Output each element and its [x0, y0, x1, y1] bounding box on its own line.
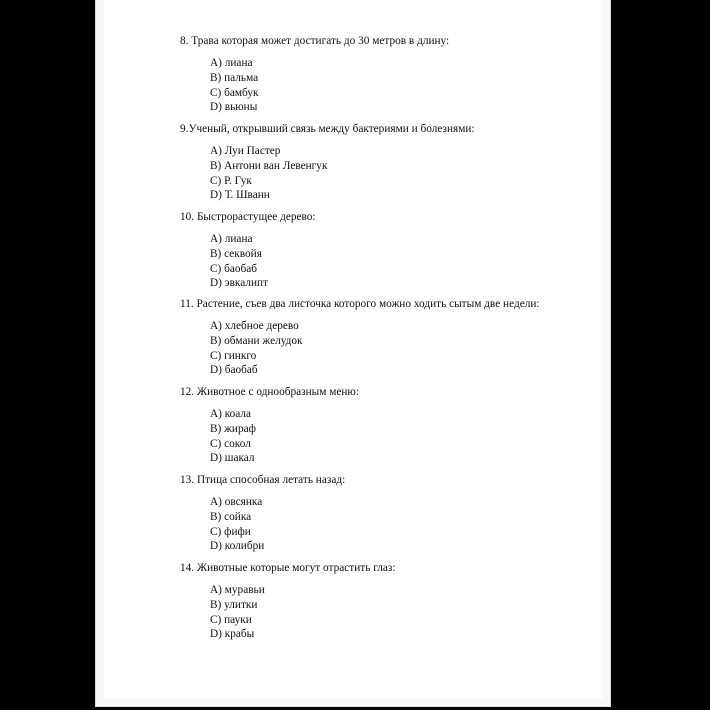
option-c: C) Р. Гук: [210, 174, 252, 187]
option-b: B) сойка: [210, 510, 252, 523]
option-a: A) лиана: [210, 57, 253, 69]
question-10: [180, 210, 316, 291]
answer-options: [210, 319, 540, 378]
option-c: C) баобаб: [210, 262, 258, 275]
option-a: A) хлебное дерево: [210, 320, 299, 332]
question-11: [180, 297, 540, 378]
question-13: [180, 473, 345, 554]
question-title: 11. Растение, съев два листочка которого можно ходить сытым две недели:: [180, 298, 540, 310]
answer-options: [210, 144, 475, 203]
option-d: D) эвкалипт: [210, 277, 269, 290]
option-a: A) Луи Пастер: [210, 145, 281, 157]
option-c: C) гинкго: [210, 349, 257, 362]
option-d: D) крабы: [210, 628, 255, 641]
option-b: B) секвойя: [210, 247, 262, 260]
option-d: D) Т. Шванн: [210, 189, 270, 202]
option-c: C) пауки: [210, 613, 252, 626]
answer-options: [210, 407, 359, 466]
option-b: B) жираф: [210, 422, 256, 435]
option-b: B) пальма: [210, 71, 259, 84]
option-a: A) лиана: [210, 233, 253, 245]
answer-options: [210, 56, 449, 115]
option-c: C) фифи: [210, 525, 251, 538]
question-14: [180, 561, 396, 642]
answer-options: [210, 232, 316, 291]
option-b: B) Антони ван Левенгук: [210, 159, 328, 172]
question-title: 13. Птица способная летать назад:: [180, 474, 346, 486]
option-d: D) шакал: [210, 452, 255, 465]
option-a: A) овсянка: [210, 496, 263, 508]
document-page: [95, 0, 611, 707]
option-c: C) сокол: [210, 437, 251, 450]
question-title: 14. Животные которые могут отрастить глаз:: [180, 562, 396, 574]
option-d: D) баобаб: [210, 364, 258, 377]
option-c: C) бамбук: [210, 86, 259, 99]
question-title: 12. Животное с однообразным меню:: [180, 386, 359, 398]
option-b: B) улитки: [210, 598, 258, 611]
option-b: B) обмани желудок: [210, 334, 303, 347]
option-a: A) коала: [210, 408, 252, 420]
page-content: [104, 0, 602, 699]
question-12: [180, 385, 359, 466]
question-title: 10. Быстрорастущее дерево:: [180, 211, 316, 223]
question-8: [180, 34, 449, 115]
question-title: 9.Ученый, открывший связь между бактериями и болезнями:: [180, 123, 475, 135]
option-d: D) колибри: [210, 540, 265, 553]
question-9: [180, 122, 475, 203]
option-a: A) муравьи: [210, 584, 265, 596]
answer-options: [210, 583, 396, 642]
answer-options: [210, 495, 345, 554]
option-d: D) вьюны: [210, 101, 258, 114]
question-title: 8. Трава которая может достигать до 30 метров в длину:: [180, 35, 450, 47]
